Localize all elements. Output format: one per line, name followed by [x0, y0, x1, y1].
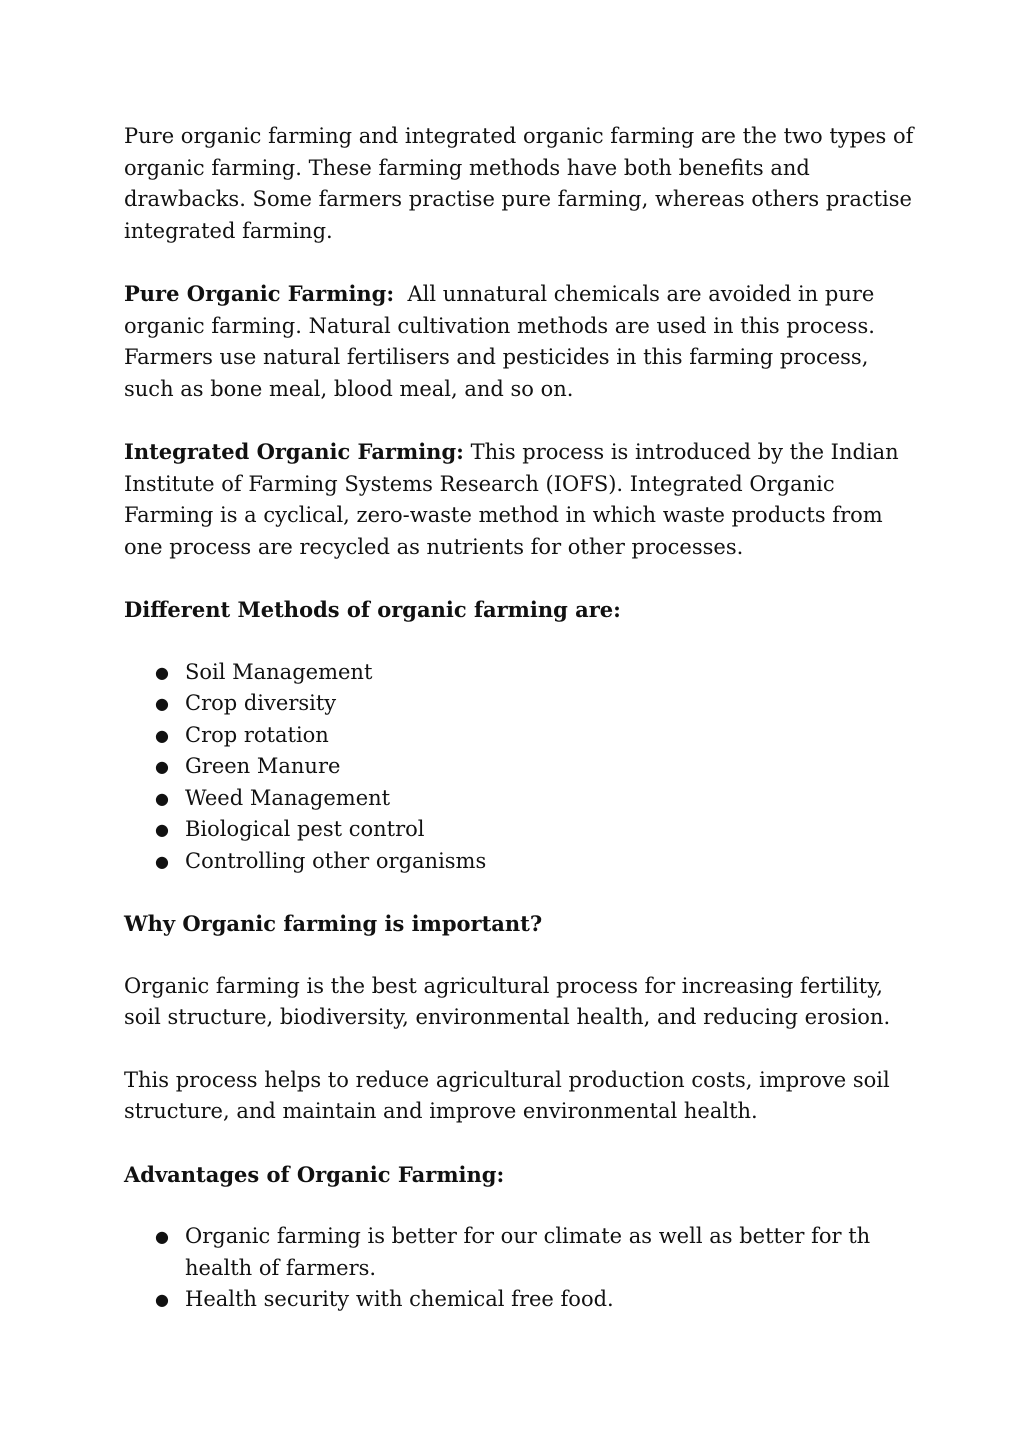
list-item [124, 688, 914, 720]
bullet-icon: ● [155, 662, 169, 682]
list-item-text: Green Manure [185, 754, 341, 778]
document-page [124, 121, 914, 1347]
list-item-text: Soil Management [185, 659, 373, 684]
bullet-icon: ● [155, 725, 169, 745]
list-item-text: Biological pest control [185, 817, 425, 841]
list-item-text: Crop rotation [185, 722, 329, 747]
integrated-organic-paragraph [124, 436, 914, 563]
list-item [124, 846, 914, 878]
advantages-heading: Advantages of Organic Farming: [124, 1161, 505, 1187]
list-item-text: Controlling other organisms [185, 848, 487, 873]
pure-organic-text: All unnatural chemicals are avoided in pure organic farming. Natural cultivation methods are used in this process. Farmers use natural fertilisers and pesticides in this farming process, such as bone meal, blood meal, and so on. [124, 282, 875, 401]
bullet-icon: ● [155, 1290, 169, 1309]
list-item-text: Organic farming is better for our climate as well as better for th health of farmers. [185, 1224, 871, 1280]
list-item [124, 751, 914, 783]
list-item-text: Crop diversity [185, 691, 337, 715]
bullet-icon: ● [155, 1227, 169, 1246]
bullet-icon: ● [155, 694, 169, 713]
list-item [124, 1221, 914, 1284]
pure-organic-paragraph [124, 278, 914, 405]
bullet-icon: ● [155, 788, 169, 808]
integrated-organic-label: Integrated Organic Farming: [124, 439, 464, 464]
bullet-icon: ● [155, 757, 169, 776]
list-item [124, 1284, 914, 1316]
list-item [124, 783, 914, 815]
list-item [124, 814, 914, 846]
methods-list [124, 657, 914, 878]
why-paragraph-1: Organic farming is the best agricultural process for increasing fertility, soil structure, biodiversity, environmental health, and reducing erosion. [124, 973, 891, 1029]
bullet-icon: ● [155, 820, 169, 839]
list-item [124, 720, 914, 752]
list-item [124, 657, 914, 689]
methods-heading: Different Methods of organic farming are: [124, 597, 621, 622]
list-item-text: Weed Management [185, 785, 391, 810]
pure-organic-label: Pure Organic Farming: [124, 281, 395, 306]
why-paragraph-2: This process helps to reduce agricultural production costs, improve soil structure, and maintain and improve environmental health. [124, 1067, 890, 1123]
bullet-icon: ● [155, 851, 169, 871]
intro-paragraph: Pure organic farming and integrated organic farming are the two types of organic farming. These farming methods have both benefits and drawbacks. Some farmers practise pure farming, whereas others practise integrated farming. [124, 124, 914, 243]
advantages-list [124, 1221, 914, 1316]
why-heading: Why Organic farming is important? [124, 911, 543, 936]
integrated-organic-text: This process is introduced by the Indian Institute of Farming Systems Research (IOFS). Integrated Organic Farming is a cyclical, zero-waste method in which waste products from one process are recycled as nutrients for other processes. [124, 440, 899, 559]
list-item-text: Health security with chemical free food. [185, 1287, 614, 1311]
